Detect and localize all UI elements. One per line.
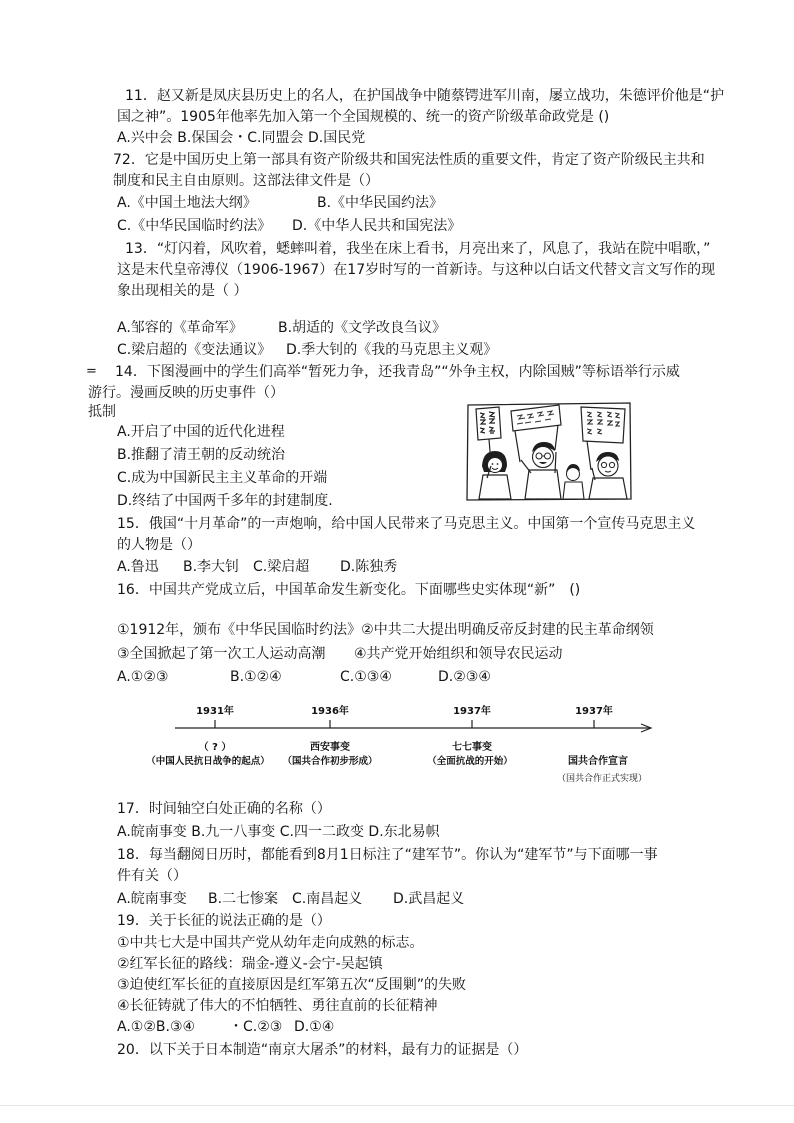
timeline-note: （国共合作正式实现） <box>556 774 648 784</box>
question-14-option-c: C.成为中国新民主主义革命的开端 <box>117 470 328 486</box>
question-18-option-c: C.南昌起义 <box>292 891 363 907</box>
question-19-option-c: ・C.②③ <box>229 1019 283 1035</box>
question-13-option-c: C.梁启超的《变法通议》 <box>117 342 272 358</box>
question-12-option-b: B.《中华民国约法》 <box>317 195 444 211</box>
question-12-stem-line-2: 制度和民主自由原则。这部法律文件是（） <box>113 173 379 189</box>
question-16-statement-4: ④共产党开始组织和领导农民运动 <box>354 646 563 662</box>
timeline-note: （中国人民抗日战争的起点） <box>146 756 270 767</box>
margin-dash-mark: = <box>86 364 97 379</box>
question-18-option-b: B.二七惨案 <box>208 891 279 907</box>
question-14-option-b: B.推翻了清王朝的反动统治 <box>117 447 286 463</box>
question-13-stem-line-3: 象出现相关的是（ ） <box>117 283 248 299</box>
question-12-option-c: C.《中华民国临时约法》 <box>117 218 272 234</box>
question-18-option-d: D.武昌起义 <box>393 891 465 907</box>
question-11-stem-line-1: 11．赵又新是凤庆县历史上的名人，在护国战争中随蔡锷进军川南，屡立战功，朱德评价他是“护 <box>125 88 725 104</box>
question-13-option-a: A.邹容的《革命军》 <box>117 320 243 336</box>
timeline-year: 1937年 <box>575 706 613 717</box>
question-19-option-d: D.①④ <box>294 1019 335 1035</box>
question-16-option-a: A.①②③ <box>117 669 169 685</box>
timeline-year: 1936年 <box>311 706 349 717</box>
question-19-statement-2: ②红军长征的路线：瑞金-遵义-会宁-吴起镇 <box>117 956 383 972</box>
question-14-option-d: D.终结了中国两千多年的封建制度. <box>117 493 333 509</box>
question-15-stem-line-1: 15．俄国“十月革命”的一声炮响，给中国人民带来了马克思主义。中国第一个宣传马克思主义 <box>117 516 696 532</box>
question-13-stem-line-2: 这是末代皇帝溥仪（1906-1967）在17岁时写的一首新诗。与这种以白话文代替文言文写作的现 <box>117 262 716 278</box>
question-15-option-a: A.鲁迅 <box>117 559 159 575</box>
question-13-stem-line-1: 13．“灯闪着，风吹着，蟋蟀叫着，我坐在床上看书，月亮出来了，风息了，我站在院中唱歌，” <box>125 241 711 257</box>
question-17-options: A.皖南事变 B.九一八事变 C.四一二政变 D.东北易帜 <box>117 824 440 840</box>
question-14-option-a: A.开启了中国的近代化进程 <box>117 424 285 440</box>
question-12-option-d: D.《中华人民共和国宪法》 <box>292 218 462 234</box>
question-12-stem-line-1: 72．它是中国历史上第一部具有资产阶级共和国宪法性质的重要文件，肯定了资产阶级民主共和 <box>113 152 705 168</box>
timeline-event: 西安事变 <box>310 742 350 753</box>
timeline-event: 国共合作宣言 <box>568 756 628 767</box>
student-protest-cartoon-icon <box>465 400 633 502</box>
question-18-stem-line-2: 件有关（） <box>117 868 187 884</box>
question-16-stem: 16．中国共产党成立后，中国革命发生新变化。下面哪些史实体现“新” () <box>117 582 581 598</box>
question-18-stem-line-1: 18．每当翻阅日历时，都能看到8月1日标注了“建军节”。你认为“建军节”与下面哪一事 <box>117 847 658 863</box>
question-15-option-d: D.陈独秀 <box>340 559 398 575</box>
question-14-stem-line-1: 14．下图漫画中的学生们高举“暂死力争，还我青岛”“外争主权，内除国贼”等标语举行示威 <box>115 364 680 380</box>
question-20-stem: 20．以下关于日本制造“南京大屠杀”的材料，最有力的证据是（） <box>117 1042 528 1058</box>
question-15-option-b: B.李大钊 <box>183 559 240 575</box>
margin-stray-text: 抵制 <box>88 404 116 420</box>
question-19-statement-3: ③迫使红军长征的直接原因是红军第五次“反围剿”的失败 <box>117 977 467 993</box>
question-14-stem-line-2: 游行。漫画反映的历史事件（） <box>88 385 284 401</box>
question-13-option-b: B.胡适的《文学改良刍议》 <box>278 320 447 336</box>
timeline-event-blank: （ ? ） <box>198 742 232 753</box>
question-16-option-d: D.②③④ <box>438 669 491 685</box>
timeline-year: 1937年 <box>453 706 491 717</box>
history-timeline <box>120 698 660 790</box>
question-11-stem-line-2: 国之神”。1905年他率先加入第一个全国规模的、统一的资产阶级革命政党是 () <box>117 109 610 125</box>
question-18-option-a: A.皖南事变 <box>117 891 187 907</box>
question-15-option-c: C.梁启超 <box>253 559 310 575</box>
timeline-note: （全面抗战的开始） <box>427 756 513 767</box>
page-bottom-divider <box>0 1105 794 1106</box>
question-12-option-a: A.《中国土地法大纲》 <box>117 195 257 211</box>
question-11-options: A.兴中会 B.保国会・C.同盟会 D.国民党 <box>117 130 366 146</box>
question-16-option-c: C.①③④ <box>340 669 392 685</box>
question-16-statements-1-2: ①1912年，颁布《中华民国临时约法》②中共二大提出明确反帝反封建的民主革命纲领 <box>117 622 654 638</box>
timeline-note: （国共合作初步形成） <box>282 756 378 767</box>
question-17-stem: 17．时间轴空白处正确的名称（） <box>117 801 331 817</box>
question-13-option-d: D.季大钊的《我的马克思主义观》 <box>286 342 498 358</box>
question-19-statement-4: ④长征铸就了伟大的不怕牺牲、勇往直前的长征精神 <box>117 998 438 1014</box>
question-15-stem-line-2: 的人物是（） <box>117 537 201 553</box>
timeline-year: 1931年 <box>196 706 234 717</box>
question-16-option-b: B.①②④ <box>230 669 282 685</box>
question-19-stem: 19．关于长征的说法正确的是（） <box>117 913 331 929</box>
timeline-event: 七七事变 <box>452 742 492 753</box>
question-16-statement-3: ③全国掀起了第一次工人运动高潮 <box>117 646 326 662</box>
question-19-option-a-b: A.①②B.③④ <box>117 1019 196 1035</box>
question-19-statement-1: ①中共七大是中国共产党从幼年走向成熟的标志。 <box>117 935 424 951</box>
